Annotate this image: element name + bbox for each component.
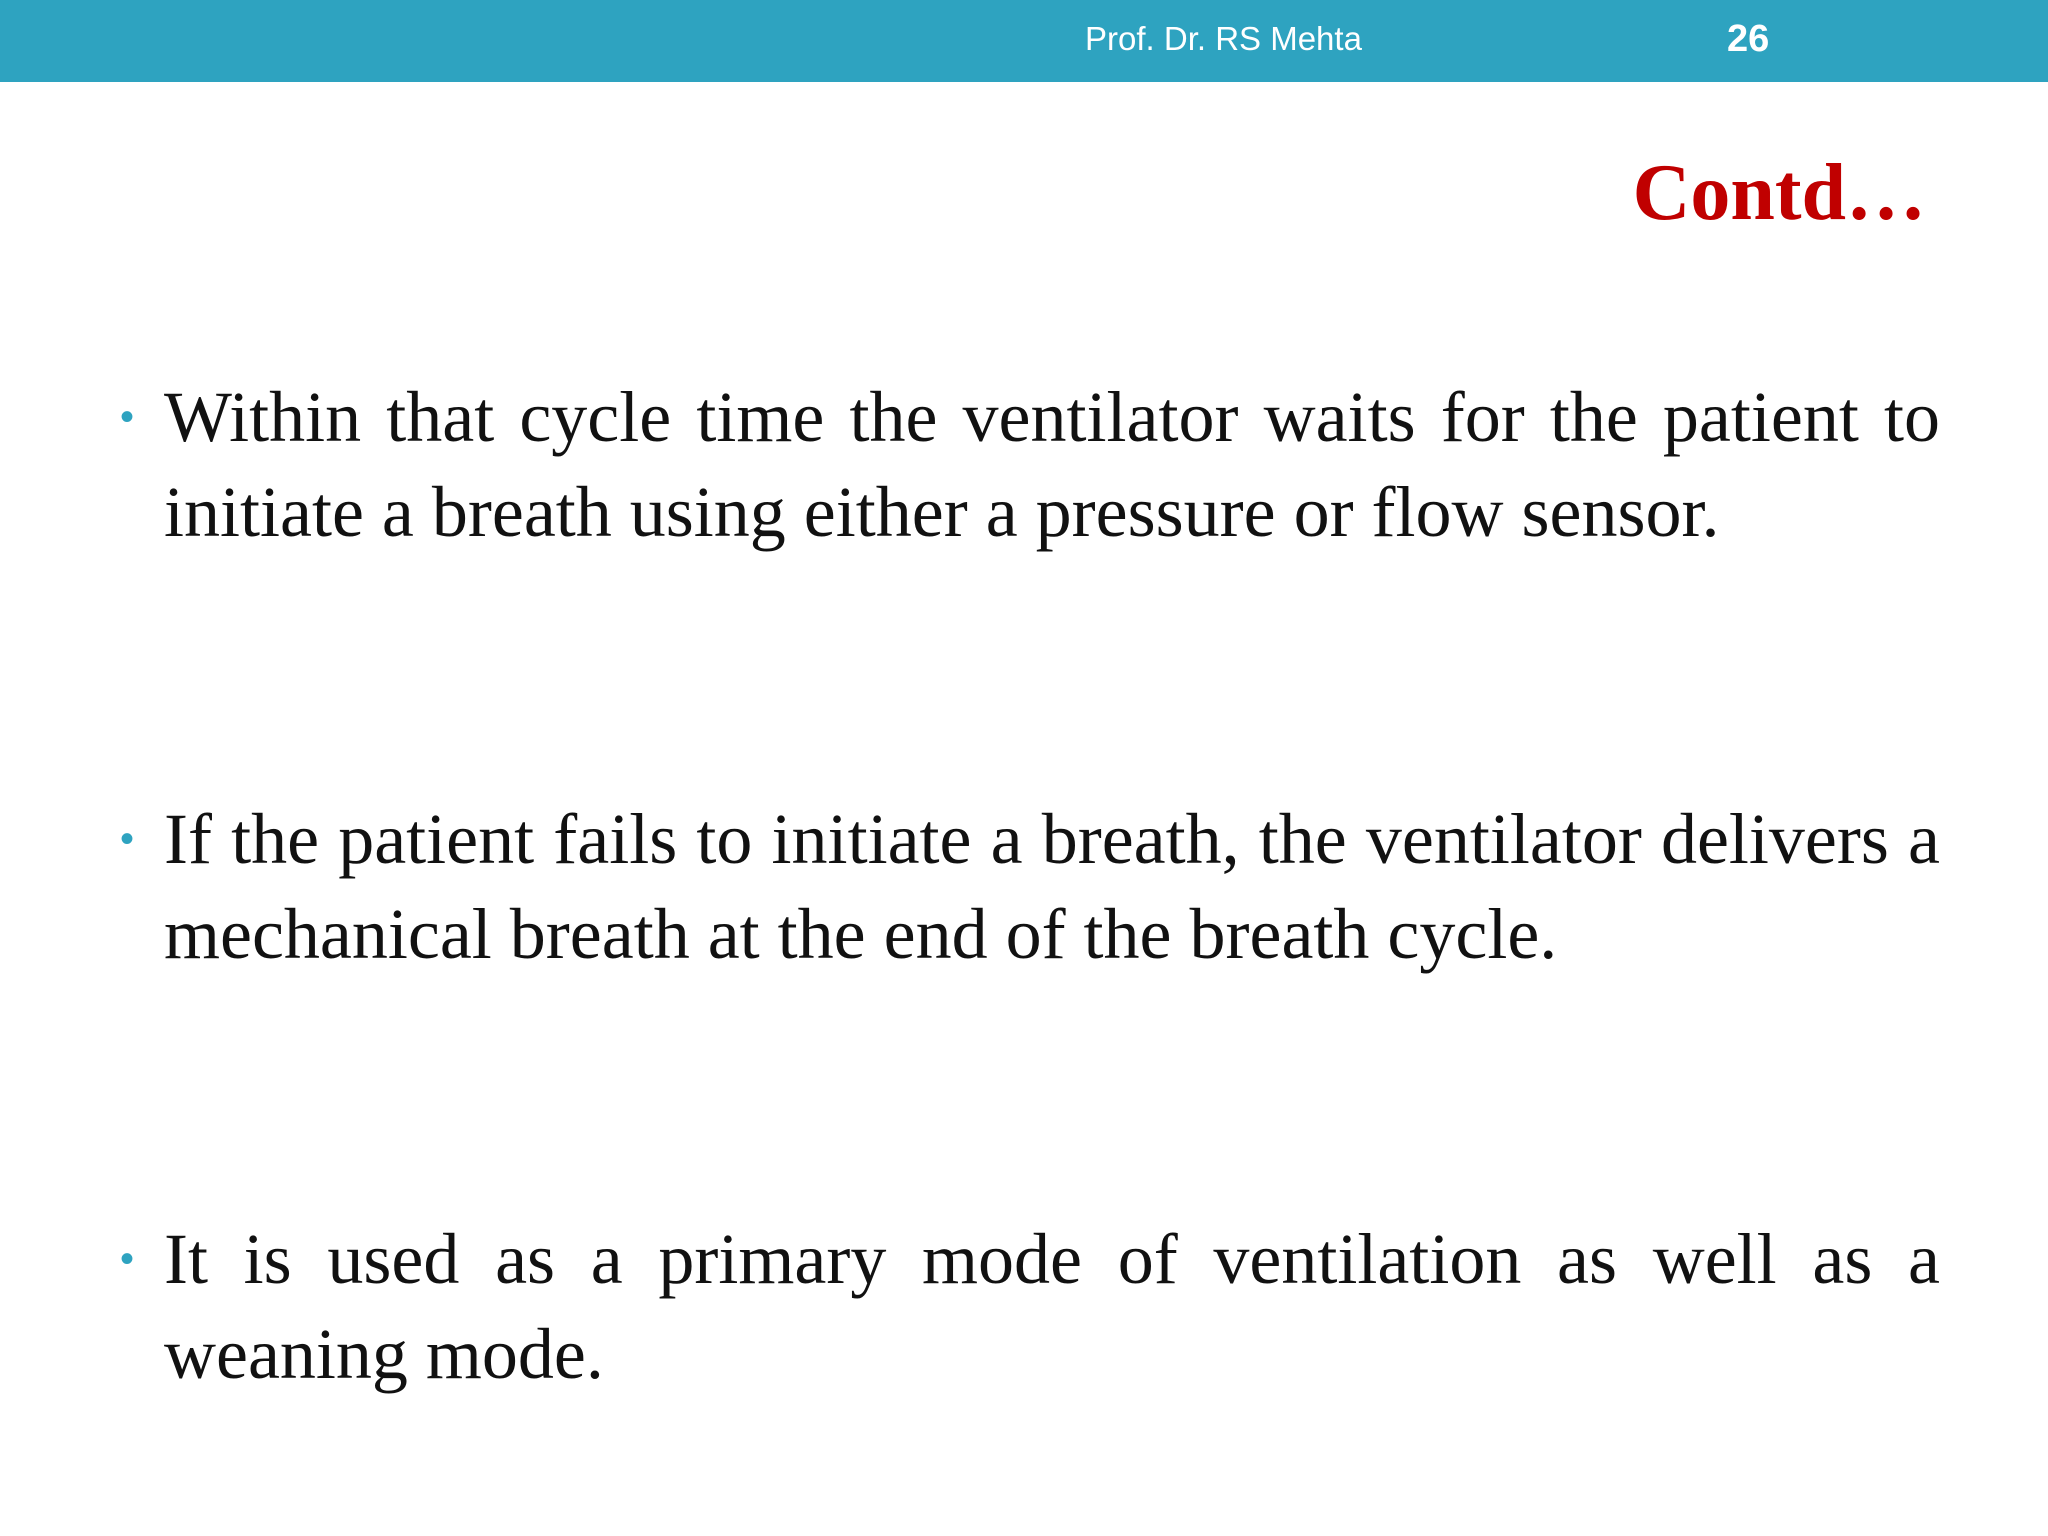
header-author: Prof. Dr. RS Mehta (1085, 20, 1362, 57)
bullet-item (120, 1212, 1940, 1402)
slide-title: Contd… (1632, 149, 1926, 237)
bullet-item (120, 792, 1940, 982)
bullet-item (120, 370, 1940, 560)
bullet-text: If the patient fails to initiate a breath, the ventilator delivers a mechanical breath at the end of the breath cycle. (164, 799, 1940, 974)
page-number: 26 (1727, 18, 1770, 60)
bullet-text: Within that cycle time the ventilator waits for the patient to initiate a breath using either a pressure or flow sensor. (164, 377, 1940, 552)
bullet-marker-icon: • (120, 1237, 135, 1281)
bullet-text: It is used as a primary mode of ventilation as well as a weaning mode. (164, 1219, 1940, 1394)
bullet-marker-icon: • (120, 395, 135, 439)
bullet-marker-icon: • (120, 817, 135, 861)
